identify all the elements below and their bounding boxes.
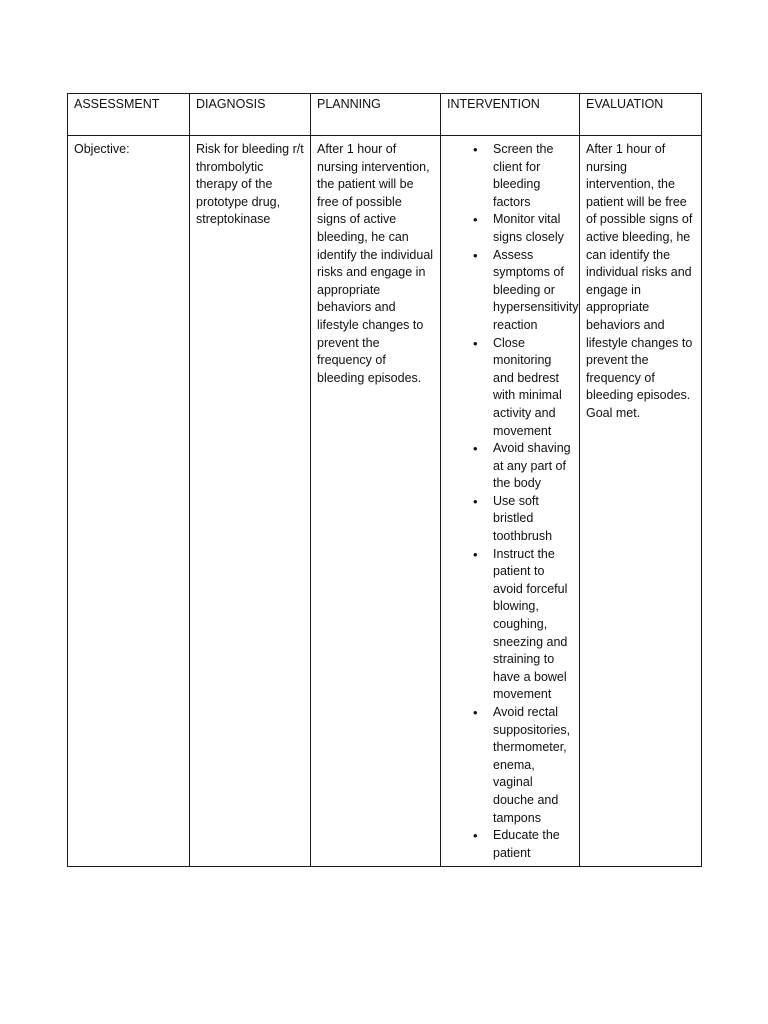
nursing-care-plan-table (67, 93, 702, 867)
header-evaluation: EVALUATION (580, 94, 702, 136)
diagnosis-cell (190, 136, 311, 867)
header-row (68, 94, 702, 136)
bullet-icon: • (473, 212, 478, 228)
bullet-icon: • (473, 705, 478, 720)
evaluation-text: After 1 hour of nursing intervention, the patient will be free of possible signs of active bleeding, he can identify the individual risks and engage in appropriate behaviors and lifestyle changes to prevent the frequency of bleeding episodes. Goal met. (586, 142, 693, 420)
header-planning: PLANNING (311, 94, 441, 136)
list-item (473, 247, 579, 335)
bullet-icon: • (473, 441, 478, 457)
list-item (473, 493, 573, 546)
bullet-icon: • (473, 142, 478, 157)
planning-text: After 1 hour of nursing intervention, the patient will be free of possible signs of active bleeding, he can identify the individual risks and engage in appropriate behaviors and lifestyle changes to prevent the frequency of bleeding episodes. (317, 142, 434, 385)
intervention-text: Educate the patient (493, 828, 560, 860)
intervention-list (447, 141, 579, 862)
intervention-text: Instruct the patient to avoid forceful blowing, coughing, sneezing and straining to have a bowel movement (493, 546, 568, 702)
list-item (473, 827, 573, 862)
table-row (68, 136, 702, 867)
bullet-icon: • (473, 247, 478, 263)
list-item (473, 440, 573, 493)
bullet-icon: • (473, 335, 478, 351)
list-item (473, 211, 573, 246)
assessment-text: Objective: (74, 142, 130, 156)
header-diagnosis: DIAGNOSIS (190, 94, 311, 136)
list-item (473, 335, 573, 441)
intervention-cell (441, 136, 580, 867)
intervention-text: Avoid rectal suppositories, thermometer, enema, vaginal douche and tampons (493, 705, 571, 825)
assessment-cell (68, 136, 190, 867)
list-item (473, 704, 573, 827)
bullet-icon: • (473, 546, 478, 562)
evaluation-cell (580, 136, 702, 867)
header-intervention: INTERVENTION (441, 94, 580, 136)
diagnosis-text: Risk for bleeding r/t thrombolytic therapy of the prototype drug, streptokinase (196, 142, 304, 227)
intervention-text: Monitor vital signs closely (493, 212, 564, 244)
bullet-icon: • (473, 493, 478, 509)
intervention-text: Assess symptoms of bleeding or hypersensitivity reaction (493, 247, 579, 332)
header-assessment: ASSESSMENT (68, 94, 190, 136)
intervention-text: Avoid shaving at any part of the body (493, 441, 571, 491)
bullet-icon: • (473, 828, 478, 844)
list-item (473, 141, 573, 211)
intervention-text: Screen the client for bleeding factors (493, 142, 554, 209)
intervention-text: Use soft bristled toothbrush (493, 493, 553, 544)
intervention-text: Close monitoring and bedrest with minimal activity and movement (493, 335, 562, 438)
list-item (473, 546, 573, 704)
planning-cell (311, 136, 441, 867)
